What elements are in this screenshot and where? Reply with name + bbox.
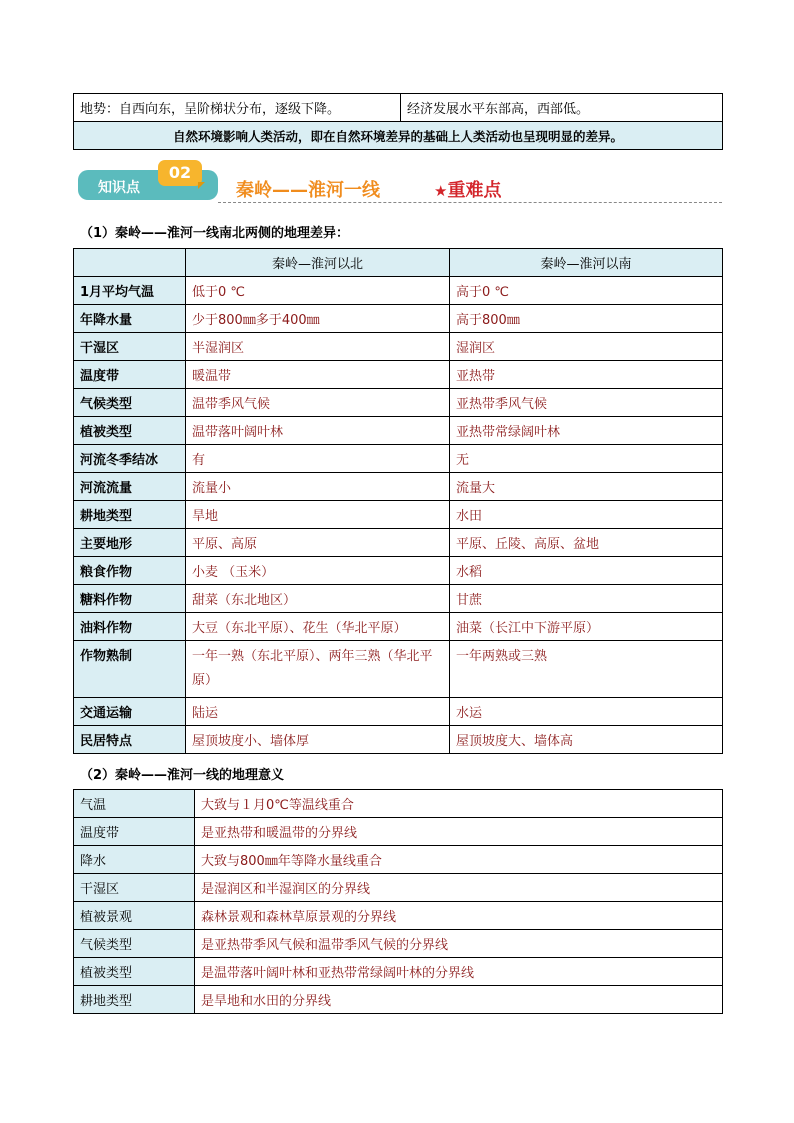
- row-label: 耕地类型: [74, 986, 195, 1014]
- north-cell: 有: [186, 445, 450, 473]
- south-cell: 屋顶坡度大、墙体高: [450, 726, 723, 754]
- north-cell: 半湿润区: [186, 333, 450, 361]
- top-table: [73, 93, 723, 150]
- north-cell: 小麦 （玉米）: [186, 557, 450, 585]
- table-row: [74, 902, 723, 930]
- significance-text: 是亚热带季风气候和温带季风气候的分界线: [195, 930, 723, 958]
- terrain-cell: 地势：自西向东，呈阶梯状分布，逐级下降。: [74, 94, 401, 122]
- north-cell: 旱地: [186, 501, 450, 529]
- south-cell: 甘蔗: [450, 585, 723, 613]
- table-row: [74, 501, 723, 529]
- north-cell: 平原、高原: [186, 529, 450, 557]
- subheading-significance: （2）秦岭——淮河一线的地理意义: [80, 768, 285, 783]
- significance-text: 是湿润区和半湿润区的分界线: [195, 874, 723, 902]
- north-cell: 大豆（东北平原）、花生（华北平原）: [186, 613, 450, 641]
- significance-text: 大致与800㎜年等降水量线重合: [195, 846, 723, 874]
- table-row: [74, 726, 723, 754]
- south-cell: 高于0 ℃: [450, 277, 723, 305]
- table-row: [74, 529, 723, 557]
- row-label: 干湿区: [74, 333, 186, 361]
- significance-text: 是亚热带和暖温带的分界线: [195, 818, 723, 846]
- row-label: 植被景观: [74, 902, 195, 930]
- south-cell: 平原、丘陵、高原、盆地: [450, 529, 723, 557]
- table-row: [74, 790, 723, 818]
- table-row: [74, 613, 723, 641]
- key-point-text: 重难点: [447, 180, 502, 201]
- star-icon: ★: [434, 182, 448, 200]
- north-cell: 少于800㎜多于400㎜: [186, 305, 450, 333]
- row-label: 粮食作物: [74, 557, 186, 585]
- south-cell: 流量大: [450, 473, 723, 501]
- row-label: 温度带: [74, 361, 186, 389]
- table-row: [74, 277, 723, 305]
- table-row: [74, 698, 723, 726]
- table-row: [74, 930, 723, 958]
- row-label: 温度带: [74, 818, 195, 846]
- row-label: 交通运输: [74, 698, 186, 726]
- row-label: 降水: [74, 846, 195, 874]
- badge-number: 02: [158, 160, 202, 186]
- south-cell: 湿润区: [450, 333, 723, 361]
- table-row: [74, 361, 723, 389]
- key-point-label: [434, 176, 501, 202]
- significance-text: 大致与１月0℃等温线重合: [195, 790, 723, 818]
- row-label: 河流冬季结冰: [74, 445, 186, 473]
- table-header-row: [74, 249, 723, 277]
- north-cell: 温带落叶阔叶林: [186, 417, 450, 445]
- row-label: 气候类型: [74, 389, 186, 417]
- table-row: [74, 473, 723, 501]
- row-label: 河流流量: [74, 473, 186, 501]
- header-corner: [74, 249, 186, 277]
- section-header: [78, 158, 722, 208]
- table-row: [74, 818, 723, 846]
- south-cell: 水稻: [450, 557, 723, 585]
- row-label: 干湿区: [74, 874, 195, 902]
- table-row: [74, 846, 723, 874]
- header-north: 秦岭—淮河以北: [186, 249, 450, 277]
- south-cell: 无: [450, 445, 723, 473]
- row-label: 植被类型: [74, 417, 186, 445]
- summary-cell: 自然环境影响人类活动，即在自然环境差异的基础上人类活动也呈现明显的差异。: [74, 122, 723, 150]
- south-cell: 高于800㎜: [450, 305, 723, 333]
- south-cell: 油菜（长江中下游平原）: [450, 613, 723, 641]
- south-cell: 亚热带常绿阔叶林: [450, 417, 723, 445]
- row-label: 油料作物: [74, 613, 186, 641]
- north-cell: 甜菜（东北地区）: [186, 585, 450, 613]
- row-label: 年降水量: [74, 305, 186, 333]
- dashed-divider: [218, 202, 722, 203]
- row-label: 植被类型: [74, 958, 195, 986]
- table-row: [74, 986, 723, 1014]
- north-cell: 温带季风气候: [186, 389, 450, 417]
- table-row: [74, 874, 723, 902]
- north-cell: 低于0 ℃: [186, 277, 450, 305]
- table-row: [74, 585, 723, 613]
- section-title: 秦岭——淮河一线: [236, 180, 380, 201]
- significance-table: [73, 789, 723, 1014]
- row-label: 糖料作物: [74, 585, 186, 613]
- row-label: 1月平均气温: [74, 277, 186, 305]
- south-cell: 一年两熟或三熟: [450, 641, 723, 698]
- table-row: [74, 389, 723, 417]
- table-row: [74, 445, 723, 473]
- header-south: 秦岭—淮河以南: [450, 249, 723, 277]
- table-row: [74, 333, 723, 361]
- comparison-table: [73, 248, 723, 754]
- table-row: [74, 557, 723, 585]
- south-cell: 亚热带季风气候: [450, 389, 723, 417]
- significance-text: 是温带落叶阔叶林和亚热带常绿阔叶林的分界线: [195, 958, 723, 986]
- south-cell: 水田: [450, 501, 723, 529]
- economy-cell: 经济发展水平东部高，西部低。: [401, 94, 723, 122]
- table-row: [74, 958, 723, 986]
- table-row: [74, 641, 723, 698]
- significance-text: 森林景观和森林草原景观的分界线: [195, 902, 723, 930]
- row-label: 作物熟制: [74, 641, 186, 698]
- north-cell: 流量小: [186, 473, 450, 501]
- north-cell: 暖温带: [186, 361, 450, 389]
- row-label: 主要地形: [74, 529, 186, 557]
- significance-text: 是旱地和水田的分界线: [195, 986, 723, 1014]
- row-label: 气候类型: [74, 930, 195, 958]
- row-label: 耕地类型: [74, 501, 186, 529]
- row-label: 气温: [74, 790, 195, 818]
- north-cell: 一年一熟（东北平原）、两年三熟（华北平原）: [186, 641, 450, 698]
- badge-fold-decoration: [198, 182, 205, 189]
- south-cell: 亚热带: [450, 361, 723, 389]
- subheading-differences: （1）秦岭——淮河一线南北两侧的地理差异：: [80, 226, 350, 241]
- row-label: 民居特点: [74, 726, 186, 754]
- south-cell: 水运: [450, 698, 723, 726]
- table-row: [74, 305, 723, 333]
- table-row: [74, 417, 723, 445]
- badge-label: 知识点: [98, 180, 140, 196]
- north-cell: 陆运: [186, 698, 450, 726]
- north-cell: 屋顶坡度小、墙体厚: [186, 726, 450, 754]
